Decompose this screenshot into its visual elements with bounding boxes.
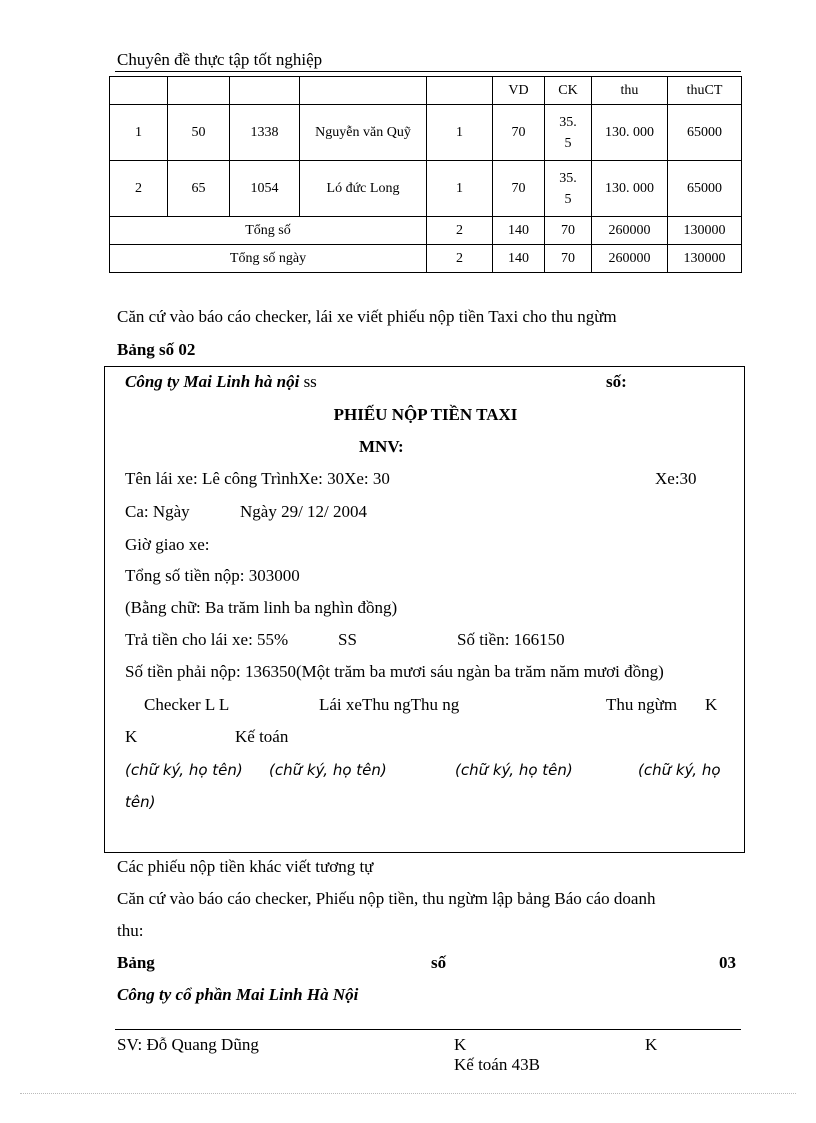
company-name: Công ty cổ phần Mai Linh Hà Nội [117, 985, 359, 1004]
total-thuct: 130000 [668, 217, 742, 245]
cell-name: Nguyễn văn Quỹ [300, 105, 427, 161]
table-caption-03-label: Bảng [117, 953, 155, 972]
header-cell [300, 77, 427, 105]
receipt-total: Tổng số tiền nộp: 303000 [125, 566, 300, 585]
taxi-receipt-form [104, 366, 745, 853]
table-caption-02: Bảng số 02 [117, 340, 196, 359]
footer-k1: K [454, 1035, 467, 1054]
signer-k: K [705, 695, 718, 714]
signature-hint-4: (chữ ký, họ [638, 761, 721, 779]
signature-hint-4-cont: tên) [125, 793, 156, 811]
cell-thu: 130. 000 [592, 105, 668, 161]
footer-class: Kế toán 43B [454, 1055, 540, 1074]
total-col5: 2 [427, 217, 493, 245]
total-thu: 260000 [592, 245, 668, 273]
cell-vd: 70 [493, 105, 545, 161]
signer-driver: Lái xeThu ngThu ng [319, 695, 460, 714]
cell-ck-part2: 5 [564, 135, 572, 151]
receipt-number-label: số: [606, 372, 627, 391]
header-cell [110, 77, 168, 105]
footer-k2: K [645, 1035, 658, 1054]
receipt-handover-time: Giờ giao xe: [125, 535, 210, 554]
cell-thuct: 65000 [668, 161, 742, 217]
table-total-row [110, 245, 742, 273]
page-header-title: Chuyên đề thực tập tốt nghiệp [117, 50, 323, 69]
table-caption-03-so: số [431, 953, 447, 972]
signature-hint-2: (chữ ký, họ tên) [269, 761, 387, 779]
header-cell-vd: VD [493, 77, 545, 105]
receipt-mnv: MNV: [359, 437, 404, 456]
receipt-driver-share: Trả tiền cho lái xe: 55% [125, 630, 289, 649]
cell-ck-part2: 5 [564, 191, 572, 207]
total-col5: 2 [427, 245, 493, 273]
cell-col3: 1054 [230, 161, 300, 217]
table-total-row [110, 217, 742, 245]
checker-table [109, 76, 742, 273]
cell-ck [545, 105, 592, 161]
signer-cashier: Thu ngừm [606, 695, 678, 714]
footer-rule [115, 1029, 741, 1030]
signer-accountant: Kế toán [235, 727, 289, 746]
receipt-company-line [125, 372, 317, 392]
cell-col5: 1 [427, 105, 493, 161]
receipt-shift: Ca: Ngày [125, 502, 190, 521]
signature-hint-3: (chữ ký, họ tên) [455, 761, 573, 779]
cell-col2: 50 [168, 105, 230, 161]
table-header-row [110, 77, 742, 105]
header-cell-thuct: thuCT [668, 77, 742, 105]
after-line-2: Căn cứ vào báo cáo checker, Phiếu nộp tiền, thu ngừm lập bảng Báo cáo doanh [117, 889, 656, 908]
cell-thu: 130. 000 [592, 161, 668, 217]
page-bottom-dotted-line [20, 1093, 796, 1094]
table-row [110, 105, 742, 161]
header-cell-ck: CK [545, 77, 592, 105]
cell-ck-part1: 35. [559, 114, 577, 130]
after-line-1: Các phiếu nộp tiền khác viết tương tự [117, 857, 374, 876]
header-cell [230, 77, 300, 105]
intro-paragraph: Căn cứ vào báo cáo checker, lái xe viết phiếu nộp tiền Taxi cho thu ngừm [117, 307, 617, 326]
cell-col5: 1 [427, 161, 493, 217]
receipt-xe: Xe:30 [655, 469, 697, 488]
signer-k2: K [125, 727, 138, 746]
total-vd: 140 [493, 217, 545, 245]
total-label: Tổng số [110, 217, 427, 245]
receipt-amount-due: Số tiền phải nộp: 136350(Một trăm ba mươi sáu ngàn ba trăm năm mươi đồng) [125, 662, 664, 681]
cell-col2: 65 [168, 161, 230, 217]
cell-name: Ló đức Long [300, 161, 427, 217]
receipt-driver-share-ss: SS [338, 630, 357, 649]
cell-thuct: 65000 [668, 105, 742, 161]
cell-ck [545, 161, 592, 217]
table-row [110, 161, 742, 217]
total-vd: 140 [493, 245, 545, 273]
signer-checker: Checker L L [144, 695, 230, 714]
cell-ck-part1: 35. [559, 170, 577, 186]
receipt-driver: Tên lái xe: Lê công TrìnhXe: 30Xe: 30 [125, 469, 390, 488]
receipt-driver-amount: Số tiền: 166150 [457, 630, 565, 649]
receipt-company-suffix: ss [303, 372, 317, 391]
receipt-date: Ngày 29/ 12/ 2004 [240, 502, 368, 521]
cell-col3: 1338 [230, 105, 300, 161]
total-label: Tổng số ngày [110, 245, 427, 273]
total-ck: 70 [545, 245, 592, 273]
footer-student: SV: Đỗ Quang Dũng [117, 1035, 259, 1054]
cell-stt: 1 [110, 105, 168, 161]
after-line-3: thu: [117, 921, 144, 940]
total-thuct: 130000 [668, 245, 742, 273]
total-ck: 70 [545, 217, 592, 245]
table-caption-03-number: 03 [719, 953, 736, 972]
total-thu: 260000 [592, 217, 668, 245]
header-rule [115, 71, 741, 72]
header-cell-thu: thu [592, 77, 668, 105]
receipt-total-words: (Bằng chữ: Ba trăm linh ba nghìn đồng) [125, 598, 398, 617]
cell-stt: 2 [110, 161, 168, 217]
cell-vd: 70 [493, 161, 545, 217]
header-cell [168, 77, 230, 105]
receipt-title: PHIẾU NỘP TIỀN TAXI [333, 405, 518, 424]
receipt-company: Công ty Mai Linh hà nội [125, 372, 300, 391]
header-cell [427, 77, 493, 105]
signature-hint-1: (chữ ký, họ tên) [125, 761, 243, 779]
